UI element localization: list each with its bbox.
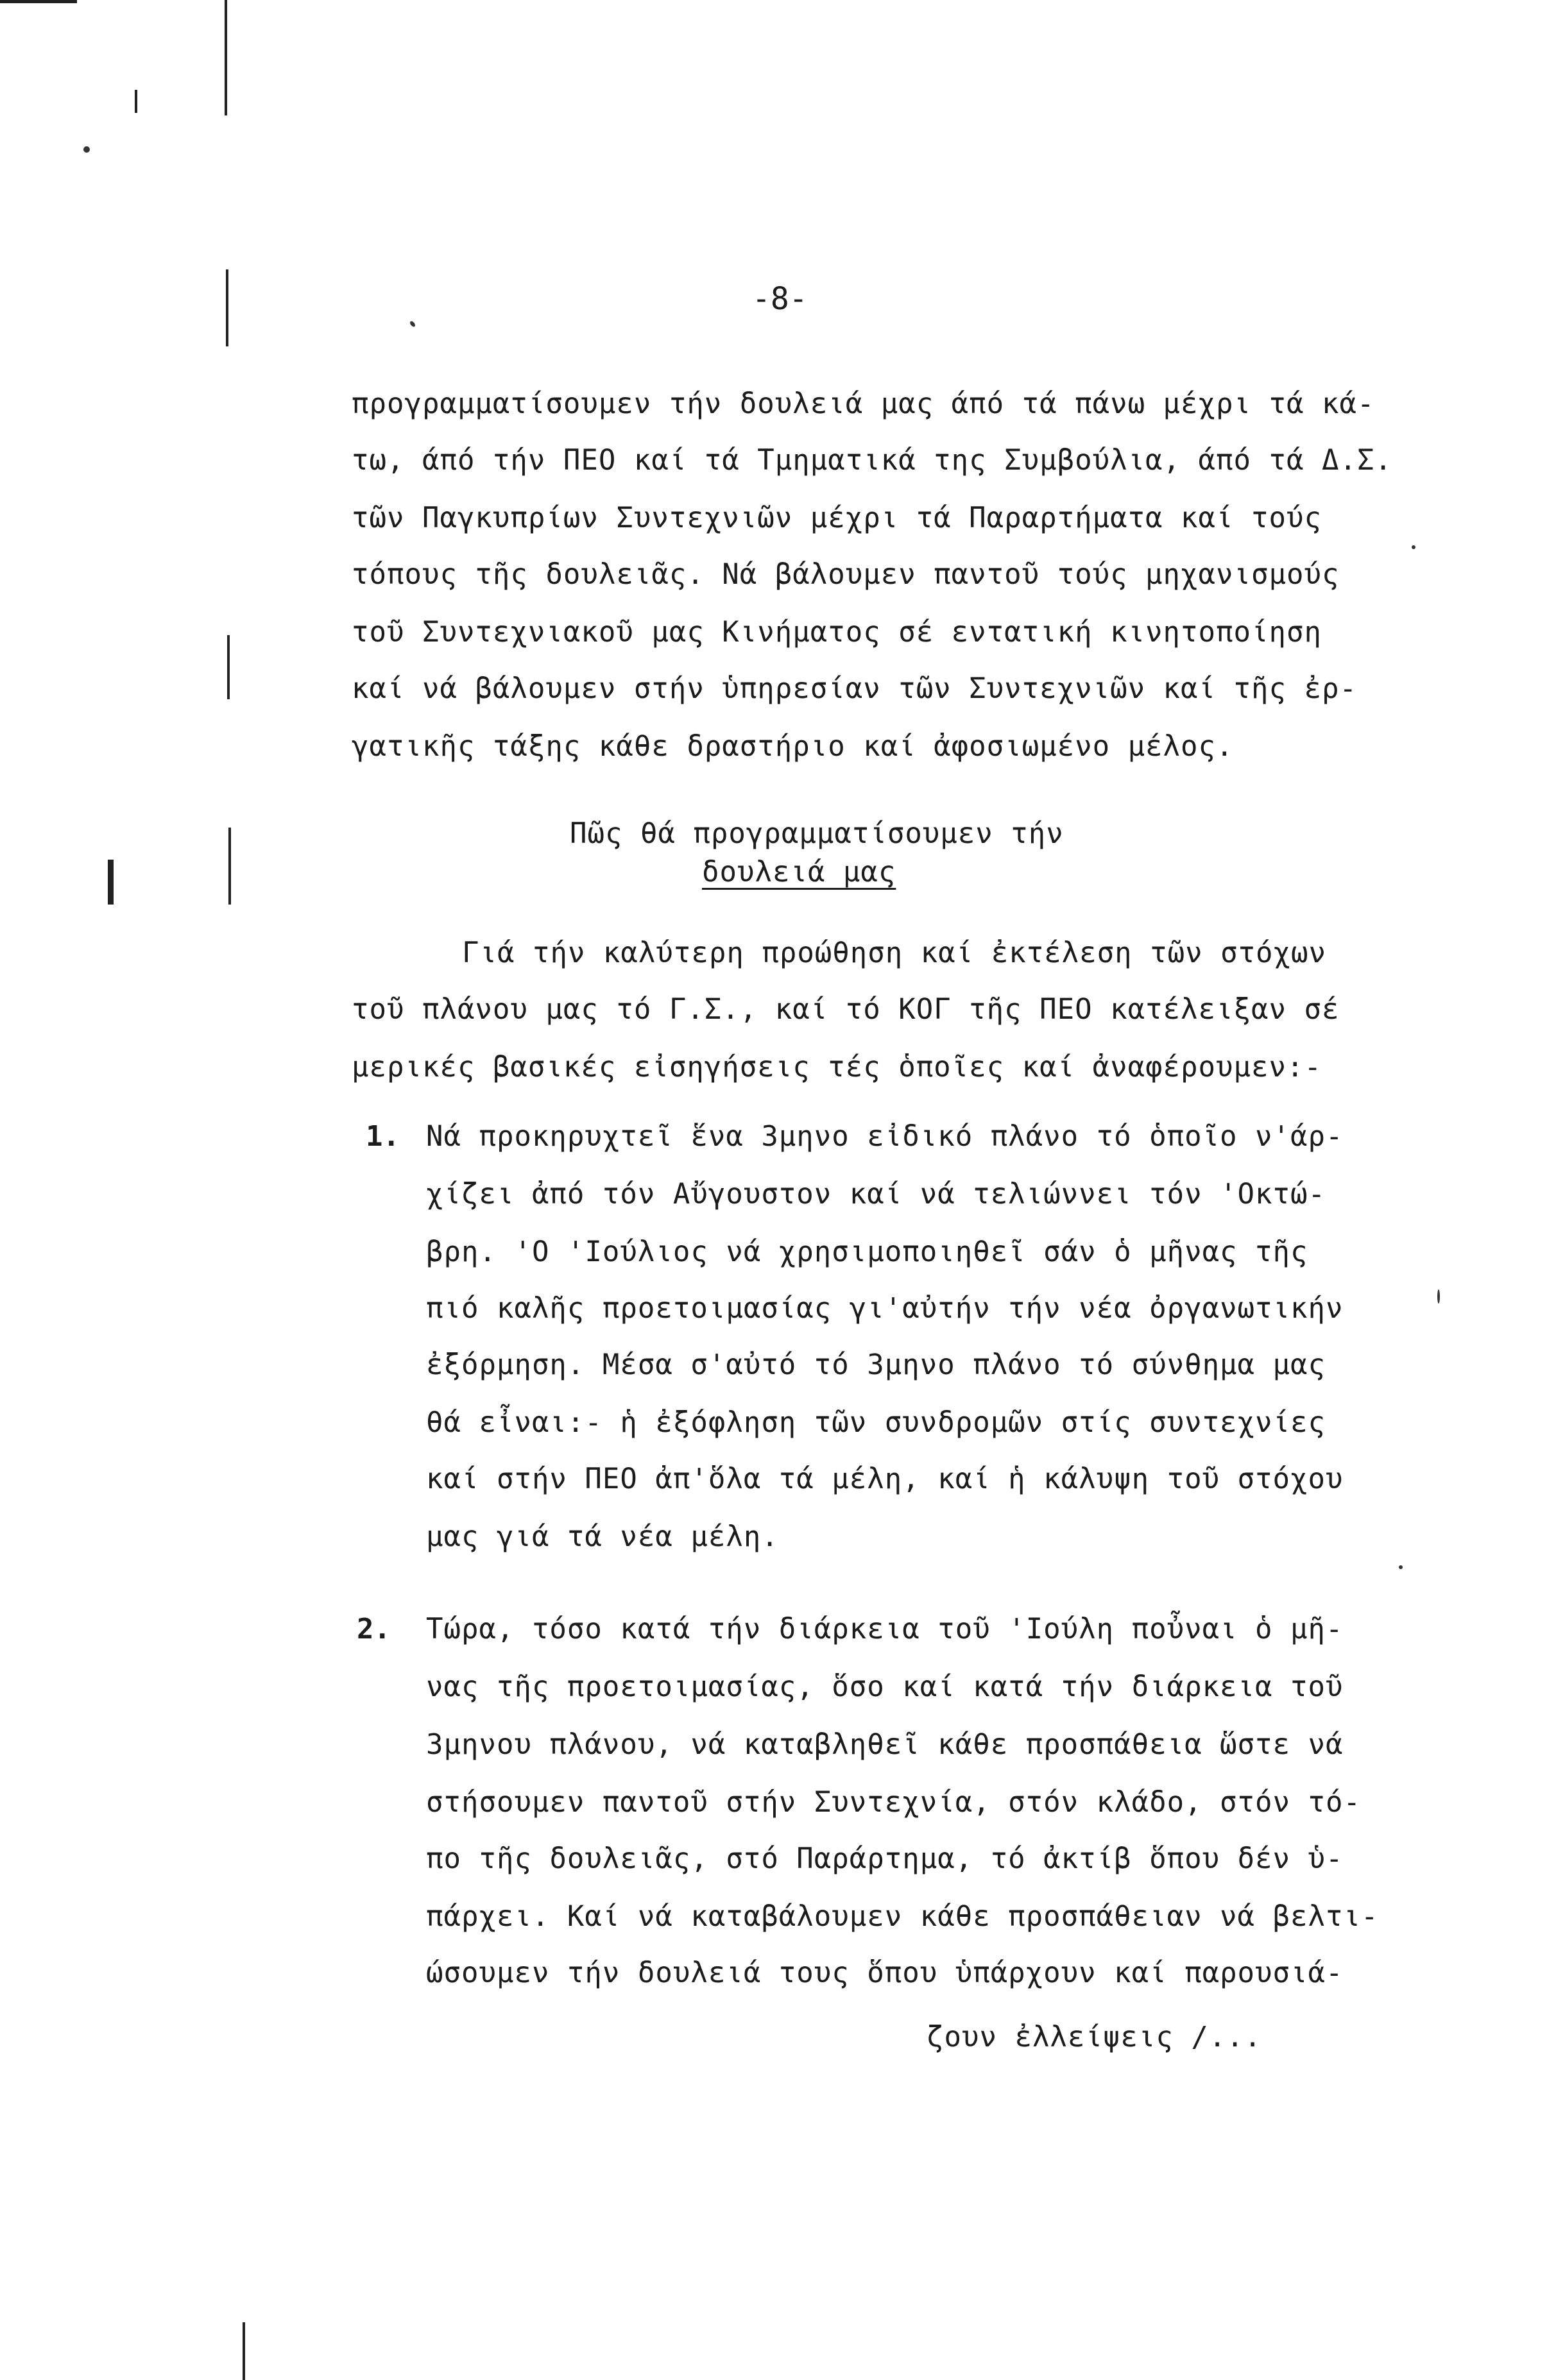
list-item-number: 2. [357,1613,391,1645]
list-item-line: πο τῆς δουλειᾶς, στό Παράρτημα, τό ἀκτίβ ὅπου δέν ὑ- [426,1842,1344,1875]
binding-edge-mark [0,0,77,3]
intro-line: τόπους τῆς δουλειᾶς. Νά βάλουμεν παντοῦ τούς μηχανισμούς [352,558,1340,591]
scan-speck [83,146,90,153]
list-item-line: ἐξόρμηση. Μέσα σ'αὐτό τό 3μηνο πλάνο τό σύνθημα μας [426,1348,1326,1381]
intro-line: τω, άπό τήν ΠΕΟ καί τά Τμηματικά της Συμβούλια, άπό τά Δ.Σ. [352,444,1392,477]
paragraph-line: μερικές βασικές εἰσηγήσεις τές ὁποῖες καί ἀναφέρουμεν:- [352,1051,1322,1084]
binding-edge-mark [135,90,137,113]
list-item-line: Νά προκηρυχτεῖ ἕνα 3μηνο εἰδικό πλάνο τό ὁποῖο ν'άρ- [426,1120,1344,1153]
scan-speck [1412,545,1415,549]
list-item-line: βρη. 'Ο 'Ιούλιος νά χρησιμοποιηθεῖ σάν ὁ μῆνας τῆς [426,1236,1308,1268]
intro-line: καί νά βάλουμεν στήν ὑπηρεσίαν τῶν Συντεχνιῶν καί τῆς ἐρ- [352,672,1357,705]
paragraph-line: Γιά τήν καλύτερη προώθηση καί ἐκτέλεση τῶν στόχων [462,937,1327,969]
list-item-line: νας τῆς προετοιμασίας, ὅσο καί κατά τήν διάρκεια τοῦ [426,1670,1344,1703]
scan-speck [409,320,416,328]
list-item-number: 1. [366,1120,400,1153]
scan-speck [1399,1565,1403,1569]
continuation-line: ζουν ἐλλείψεις /... [927,2021,1262,2053]
paragraph-line: τοῦ πλάνου μας τό Γ.Σ., καί τό ΚΟΓ τῆς ΠΕΟ κατέλειξαν σέ [352,993,1340,1026]
list-item-line: μας γιά τά νέα μέλη. [426,1520,779,1553]
binding-edge-mark [227,635,230,699]
binding-edge-mark [108,860,114,905]
list-item-line: Τώρα, τόσο κατά τήν διάρκεια τοῦ 'Ιούλη ποὖναι ὁ μῆ- [426,1613,1344,1645]
list-item-line: 3μηνου πλάνου, νά καταβληθεῖ κάθε προσπάθεια ὥστε νά [426,1728,1344,1761]
scan-speck [1437,1289,1440,1304]
binding-edge-mark [226,269,228,346]
intro-line: γατικῆς τάξης κάθε δραστήριο καί ἀφοσιωμένο μέλος. [352,730,1234,763]
list-item-line: θά εἶναι:- ἡ ἐξόφληση τῶν συνδρομῶν στίς συντεχνίες [426,1406,1326,1439]
list-item-line: πιό καλῆς προετοιμασίας γι'αὐτήν τήν νέα ὀργανωτικήν [426,1292,1344,1325]
page-number: -8- [752,281,808,317]
binding-edge-mark [225,0,227,115]
list-item-line: πάρχει. Καί νά καταβάλουμεν κάθε προσπάθειαν νά βελτι- [426,1900,1379,1933]
intro-line: προγραμματίσουμεν τήν δουλειά μας άπό τά πάνω μέχρι τά κά- [352,387,1375,420]
intro-line: τῶν Παγκυπρίων Συντεχνιῶν μέχρι τά Παραρτήματα καί τούς [352,502,1322,534]
list-item-line: καί στήν ΠΕΟ ἀπ'ὅλα τά μέλη, καί ἡ κάλυψη τοῦ στόχου [426,1463,1344,1495]
section-heading: Πῶς θά προγραμματίσουμεν τήν [570,817,1064,850]
binding-edge-mark [243,2322,245,2380]
section-heading-underlined: δουλειά μας [702,856,896,888]
list-item-line: χίζει ἀπό τόν Αὔγουστον καί νά τελιώννει τόν 'Οκτώ- [426,1178,1326,1211]
binding-edge-mark [228,828,231,905]
intro-line: τοῦ Συντεχνιακοῦ μας Κινήματος σέ εντατική κινητοποίηση [352,616,1322,649]
list-item-line: στήσουμεν παντοῦ στήν Συντεχνία, στόν κλάδο, στόν τό- [426,1786,1361,1819]
list-item-line: ώσουμεν τήν δουλειά τους ὅπου ὑπάρχουν καί παρουσιά- [426,1957,1344,1989]
